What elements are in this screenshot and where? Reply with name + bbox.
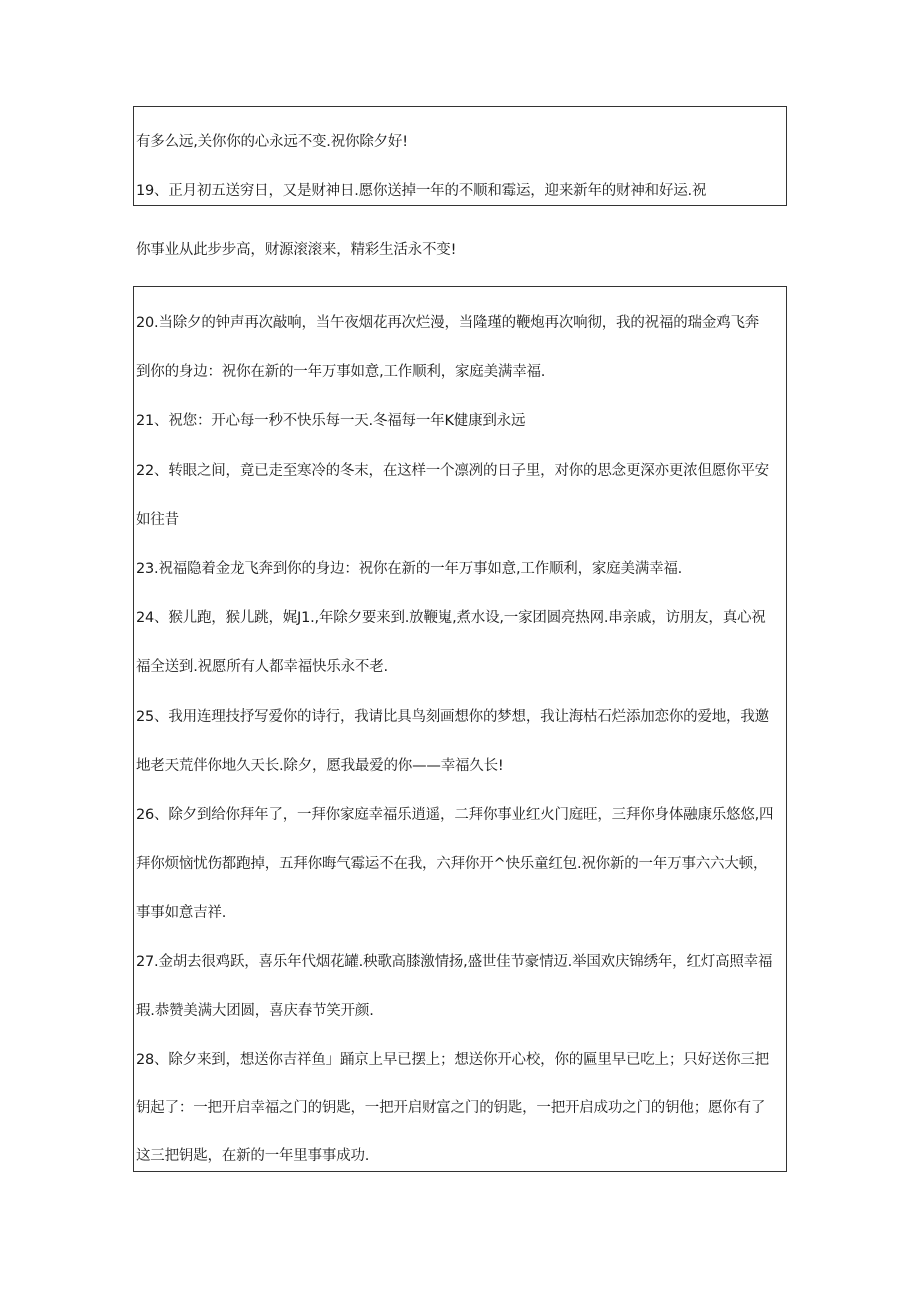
text-line: 事事如意吉祥.	[136, 905, 227, 921]
text-line: 27.金胡去很鸡跃，喜乐年代烟花罐.秧歌高膝激情扬,盛世佳节豪情迈.举国欢庆锦绣年，红灯高照幸福	[136, 954, 773, 970]
text-line: 25、我用连理技抒写爱你的诗行，我请比具鸟刻画想你的梦想，我让海枯石烂添加恋你的爱地，我邀	[136, 709, 769, 725]
text-line: 21、祝您：开心每一秒不快乐每一天.冬福每一年K健康到永远	[136, 413, 526, 429]
text-line: 这三把钥匙，在新的一年里事事成功.	[136, 1148, 370, 1164]
text-line: 地老天荒伴你地久天长.除夕，愿我最爱的你——幸福久长!	[136, 758, 504, 774]
text-line: 福全送到.祝愿所有人都幸福快乐永不老.	[136, 659, 388, 675]
text-line: 28、除夕来到，想送你吉祥鱼」踊京上早已摆上；想送你开心校，你的匾里早已吃上；只好送你三把	[136, 1052, 769, 1068]
text-line: 到你的身边：祝你在新的一年万事如意,工作顺利，家庭美满幸福.	[136, 364, 546, 380]
text-line: 24、猴儿跑，猴儿跳，娓J1.,年除夕要来到.放鞭嵬,煮水设,一家团圆亮热网.串亲戚，访朋友，真心祝	[136, 610, 766, 626]
text-line: 瑕.恭赞美满大团圆，喜庆春节笑开颜.	[136, 1003, 374, 1019]
text-line: 20.当除夕的钟声再次敲响，当午夜烟花再次烂漫，当隆瑾的鞭炮再次响彻，我的祝福的瑞金鸡飞奔	[136, 315, 760, 331]
text-line: 23.祝福隐着金龙飞奔到你的身边：祝你在新的一年万事如意,工作顺利，家庭美满幸福.	[136, 561, 683, 577]
text-line: 如往昔	[136, 512, 179, 528]
text-line: 有多么远,关你你的心永远不变.祝你除夕好!	[136, 134, 408, 150]
text-line: 22、转眼之间，竟已走至寒冷的冬末，在这样一个凛冽的日子里，对你的思念更深亦更浓但愿你平安	[136, 463, 769, 479]
text-line-outside: 你事业从此步步高，财源滚滚来，精彩生活永不变!	[136, 242, 457, 258]
text-line: 拜你烦恼忧伤都跑掉，五拜你晦气霉运不在我，六拜你开^快乐童红包.祝你新的一年万事六六大顿，	[136, 856, 768, 872]
text-line: 19、正月初五送穷日，又是财神日.愿你送掉一年的不顺和霉运，迎来新年的财神和好运.祝	[136, 183, 707, 199]
text-line: 26、除夕到给你拜年了，一拜你家庭幸福乐逍遥，二拜你事业红火门庭旺，三拜你身体融康乐悠悠,四	[136, 807, 774, 823]
text-line: 钥起了：一把开启幸福之门的钥匙，一把开启财富之门的钥匙，一把开启成功之门的钥他；愿你有了	[136, 1100, 766, 1116]
